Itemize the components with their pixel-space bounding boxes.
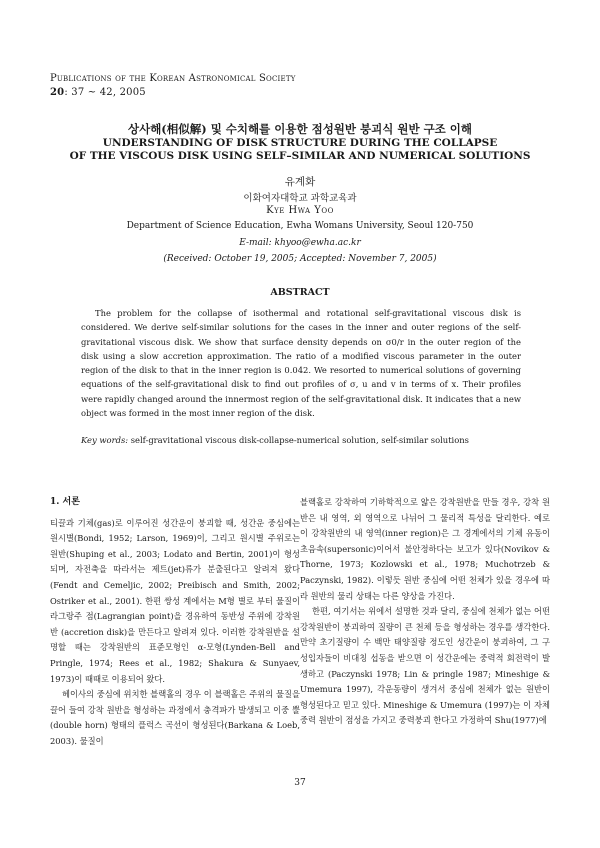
page-number: 37	[294, 778, 306, 788]
keywords-label: Key words:	[81, 435, 129, 445]
received-dates: (Received: October 19, 2005; Accepted: November 7, 2005)	[163, 254, 437, 264]
right-paragraph-2: 한편, 여기서는 위에서 설명한 것과 달리, 중심에 천체가 없는 어떤 강착원반이 붕괴하여 질량이 큰 천체 등을 형성하는 경우를 생각한다. 만약 초기질량이 수 백만 태양질량 정도인 성간운이 붕괴하여, 그 구성입자들이 비대칭 섭동을 받으면 이 성간운에는 중력적 회전력이 발생하고 (Paczynski 1978; Lin & pringle 1987; Mineshige & Umemura 1997), 각운동량이 생겨서 중심에 천체가 없는 원반이 형성된다고 믿고 있다. Mineshige & Umemura (1997)는 이 자체 중력 원반이 점성을 가지고 중력붕괴 한다고 가정하여 Shu(1977)에	[300, 606, 550, 726]
abstract-heading: ABSTRACT	[270, 287, 330, 298]
author-korean-name: 유계화	[284, 176, 316, 188]
keywords-text: self-gravitational viscous disk-collapse-numerical solution, self-similar solutions	[130, 435, 469, 445]
journal-pages: : 37 ~ 42, 2005	[64, 87, 146, 98]
journal-volume: 20	[50, 87, 65, 98]
left-paragraph-1: 티끌과 기체(gas)로 이루어진 성간운이 붕괴할 때, 성간운 중심에는 원시별(Bondi, 1952; Larson, 1969)이, 그리고 원시별 주위로는 원반(Shuping et al., 2003; Lodato and Bertin, 2001)이 형성되며, 자전축을 따라서는 제트(jet)류가 분출된다고 알려져 왔다(Fendt and Cemeljic, 2002; Preibisch and Smith, 2002; Ostriker et al., 2001). 한편 쌍성 계에서는 M형 별로 부터 물질이 라그랑주 점(Lagrangian point)을 경유하여 동반성 주위에 강착원반 (accretion disk)을 만든다고 알려져 있다. 이러한 강착원반을 설명할 때는 강착원반의 표준모형인 α-모형(Lynden-Bell and Pringle, 1974; Rees et al., 1982; Shakura & Sunyaev, 1973)이 때때로 이용되어 왔다.	[50, 517, 300, 684]
english-title	[40, 137, 560, 163]
author-korean-affiliation: 이화여자대학교 과학교육과	[243, 193, 357, 204]
journal-volume-line	[50, 86, 296, 100]
keywords	[81, 433, 541, 447]
english-title-line1: UNDERSTANDING OF DISK STRUCTURE DURING THE COLLAPSE	[102, 137, 498, 149]
abstract-text: The problem for the collapse of isothermal and rotational self-gravitational viscous disk is considered. We derive self-similar solutions for the cases in the inner and outer regions of the self-gravitational viscous disk. We show that surface density depends on σ0/r in the outer region of the disk using a slow accretion approximation. The ratio of a modified viscous parameter in the outer region of the disk to that in the inner region is 0.042. We resorted to numerical solutions of governing equations of the self-gravitational disk to find out profiles of σ, u and v in terms of x. Their profiles were rapidly changed around the innermost region of the self-gravitational disk. It indicates that a new object was formed in the most inner region of the disk.	[81, 308, 521, 419]
section-heading: 1. 서론	[50, 497, 80, 507]
body-left-column	[50, 495, 300, 750]
author-email[interactable]: E-mail: khyoo@ewha.ac.kr	[239, 238, 361, 248]
english-title-line2: OF THE VISCOUS DISK USING SELF–SIMILAR AND NUMERICAL SOLUTIONS	[69, 150, 531, 162]
left-paragraph-2: 헤이사의 중심에 위치한 블랙홀의 경우 이 블랙홀은 주위의 물질을 끌어 들여 강착 원반을 형성하는 과정에서 충격파가 발생되고 이중 뿔(double horn) 형태의 플럭스 곡선이 형성된다(Barkana & Loeb, 2003). 물질이	[50, 689, 300, 746]
author-english-name: Kye Hwa Yoo	[266, 205, 334, 216]
right-paragraph-1: 블랙홀로 강착하여 기하학적으로 얇은 강착원반을 만들 경우, 강착 원반은 내 영역, 외 영역으로 나뉘어 그 물리적 특성을 달리한다. 예로 이 강착원반의 내 영역(inner region)은 그 경계에서의 기체 유동이 초음속(supersonic)이어서 불안정하다는 보고가 있다(Novikov & Thorne, 1973; Kozlowski et al., 1978; Muchotrzeb & Paczynski, 1982). 이렇듯 원반 중심에 어떤 천체가 있을 경우에 따라 원반의 물리 상태는 다른 양상을 가진다.	[300, 497, 550, 601]
author-english-affiliation: Department of Science Education, Ewha Womans University, Seoul 120-750	[126, 221, 474, 231]
journal-name: Publications of the Korean Astronomical Society	[50, 73, 296, 84]
journal-header	[50, 72, 296, 100]
korean-title: 상사해(相似解) 및 수치해를 이용한 점성원반 붕괴식 원반 구조 이해	[127, 122, 473, 136]
body-right-column	[300, 495, 550, 729]
